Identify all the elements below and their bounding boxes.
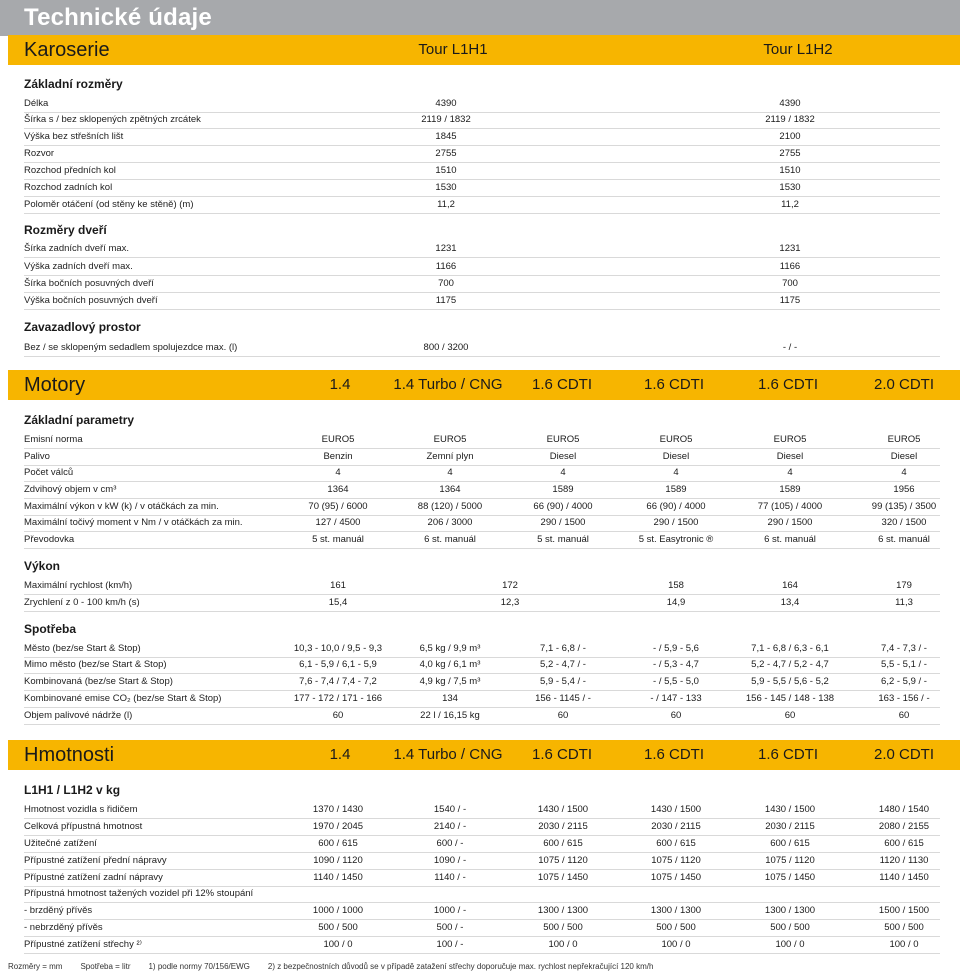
cell-value: 4 xyxy=(335,467,341,478)
footnote: Spotřeba = litr xyxy=(80,962,131,971)
cell-value: 1510 xyxy=(779,165,801,176)
cell-value: 179 xyxy=(896,580,912,591)
hmotnosti-column-header: 1.6 CDTI xyxy=(643,746,705,763)
cell-value: 13,4 xyxy=(780,597,800,608)
table-row xyxy=(24,465,940,482)
cell-value: EURO5 xyxy=(773,434,807,445)
cell-value: 1589 xyxy=(665,484,687,495)
cell-value: 1970 / 2045 xyxy=(312,821,364,832)
cell-value: - / 5,3 - 4,7 xyxy=(653,659,699,670)
cell-value: 1430 / 1500 xyxy=(537,804,589,815)
row-divider xyxy=(24,611,940,612)
table-row xyxy=(24,641,940,658)
cell-value: EURO5 xyxy=(546,434,580,445)
row-label: Přípustné zatížení střechy ²⁾ xyxy=(24,939,142,950)
cell-value: 1140 / 1450 xyxy=(313,872,363,883)
table-row xyxy=(24,129,940,146)
row-label: Výška bez střešních lišt xyxy=(24,131,124,142)
cell-value: 7,1 - 6,8 / - xyxy=(540,643,586,654)
cell-value: 1370 / 1430 xyxy=(312,804,364,815)
row-divider xyxy=(24,213,940,214)
cell-value: 15,4 xyxy=(328,597,348,608)
cell-value: 4 xyxy=(560,467,566,478)
karoserie-column-header: Tour L1H1 xyxy=(418,41,488,58)
row-label: Zrychlení z 0 - 100 km/h (s) xyxy=(24,597,140,608)
cell-value: 158 xyxy=(668,580,684,591)
cell-value: 100 / 0 xyxy=(548,939,578,950)
cell-value: 5,5 - 5,1 / - xyxy=(881,659,927,670)
cell-value: 7,4 - 7,3 / - xyxy=(881,643,927,654)
motory-column-header: 2.0 CDTI xyxy=(873,376,935,393)
cell-value: 177 - 172 / 171 - 166 xyxy=(293,693,383,704)
cell-value: 600 / 615 xyxy=(884,838,924,849)
cell-value: 7,1 - 6,8 / 6,3 - 6,1 xyxy=(751,643,829,654)
group-title: Výkon xyxy=(24,559,61,573)
cell-value: 320 / 1500 xyxy=(881,517,927,528)
motory-column-header: 1.4 Turbo / CNG xyxy=(393,376,503,393)
row-label: Maximální rychlost (km/h) xyxy=(24,580,133,591)
cell-value: 1231 xyxy=(779,243,801,254)
cell-value: Diesel xyxy=(776,451,804,462)
motory-column-header: 1.6 CDTI xyxy=(757,376,819,393)
footnote: 2) z bezpečnostních důvodů se v případě zatažení střechy doporučuje max. rychlost nepřekračující 120 km/h xyxy=(267,962,654,971)
cell-value: 290 / 1500 xyxy=(653,517,699,528)
cell-value: 600 / 615 xyxy=(318,838,358,849)
table-row xyxy=(24,903,940,920)
table-row xyxy=(24,276,940,293)
cell-value: 1589 xyxy=(552,484,574,495)
cell-value: 1364 xyxy=(439,484,461,495)
row-label: Přípustné zatížení zadní nápravy xyxy=(24,872,163,883)
cell-value: 1956 xyxy=(893,484,915,495)
row-divider xyxy=(24,257,940,258)
cell-value: 1166 xyxy=(435,261,457,272)
table-row xyxy=(24,578,940,595)
cell-value: 2030 / 2115 xyxy=(538,821,588,832)
row-label: Převodovka xyxy=(24,534,75,545)
cell-value: EURO5 xyxy=(887,434,921,445)
motory-column-header: 1.4 xyxy=(329,376,351,393)
row-label: Šírka zadních dveří max. xyxy=(24,243,130,254)
footnote: Rozměry = mm xyxy=(8,962,63,971)
cell-value: 4 xyxy=(787,467,793,478)
row-label: Rozchod zadních kol xyxy=(24,182,113,193)
cell-value: Benzin xyxy=(323,451,353,462)
cell-value: 1000 / 1000 xyxy=(312,905,364,916)
cell-value: 1090 / 1120 xyxy=(313,855,363,866)
cell-value: 1000 / - xyxy=(433,905,467,916)
hmotnosti-column-header: 1.4 Turbo / CNG xyxy=(393,746,503,763)
table-row xyxy=(24,691,940,708)
cell-value: 60 xyxy=(898,710,910,721)
motory-header-band xyxy=(8,370,960,400)
cell-value: 1530 xyxy=(779,182,801,193)
cell-value: 60 xyxy=(670,710,682,721)
table-row xyxy=(24,819,940,836)
row-label: Poloměr otáčení (od stěny ke stěně) (m) xyxy=(24,199,194,210)
group-title: Zavazadlový prostor xyxy=(24,320,141,334)
cell-value: 100 / 0 xyxy=(323,939,353,950)
hmotnosti-header-band xyxy=(8,740,960,770)
group-title: Spotřeba xyxy=(24,622,77,636)
cell-value: 500 / 500 xyxy=(543,922,583,933)
cell-value: 163 - 156 / - xyxy=(878,693,930,704)
cell-value: - / 5,9 - 5,6 xyxy=(653,643,699,654)
cell-value: 5 st. manuál xyxy=(312,534,364,545)
row-label: Palivo xyxy=(24,451,50,462)
cell-value: 500 / 500 xyxy=(656,922,696,933)
cell-value: 1075 / 1450 xyxy=(764,872,816,883)
table-row xyxy=(24,259,940,276)
hmotnosti-column-header: 1.6 CDTI xyxy=(757,746,819,763)
cell-value: 1300 / 1300 xyxy=(764,905,816,916)
table-row xyxy=(24,482,940,499)
cell-value: 100 / 0 xyxy=(775,939,805,950)
cell-value: 100 / 0 xyxy=(661,939,691,950)
table-row xyxy=(24,920,940,937)
cell-value: 1589 xyxy=(779,484,801,495)
cell-value: 290 / 1500 xyxy=(767,517,813,528)
row-label: Město (bez/se Start & Stop) xyxy=(24,643,141,654)
table-row xyxy=(24,886,940,903)
cell-value: 2080 / 2155 xyxy=(878,821,930,832)
group-title: Základní parametry xyxy=(24,413,135,427)
cell-value: 1120 / 1130 xyxy=(879,855,929,866)
row-label: Maximální výkon v kW (k) / v otáčkách za min. xyxy=(24,501,219,512)
row-label: - brzděný přívěs xyxy=(24,905,93,916)
cell-value: Diesel xyxy=(890,451,918,462)
hmotnosti-title: Hmotnosti xyxy=(24,744,115,766)
cell-value: 2119 / 1832 xyxy=(421,114,471,125)
cell-value: 99 (135) / 3500 xyxy=(871,501,937,512)
cell-value: 1075 / 1120 xyxy=(538,855,588,866)
row-label: Přípustné zatížení přední nápravy xyxy=(24,855,167,866)
cell-value: - / 147 - 133 xyxy=(650,693,702,704)
cell-value: 1430 / 1500 xyxy=(650,804,702,815)
table-row xyxy=(24,870,940,887)
cell-value: 11,2 xyxy=(781,199,799,210)
row-label: Kombinovaná (bez/se Start & Stop) xyxy=(24,676,173,687)
page-title: Technické údaje xyxy=(0,0,960,36)
motory-column-header: 1.6 CDTI xyxy=(643,376,705,393)
cell-value: 4 xyxy=(447,467,453,478)
row-label: Bez / se sklopeným sedadlem spolujezdce max. (l) xyxy=(24,342,238,353)
row-label: Celková přípustná hmotnost xyxy=(24,821,143,832)
cell-value: Diesel xyxy=(549,451,577,462)
cell-value: 4,9 kg / 7,5 m³ xyxy=(419,676,481,687)
cell-value: 600 / 615 xyxy=(656,838,696,849)
row-label: Šírka bočních posuvných dveří xyxy=(24,278,154,289)
table-row xyxy=(24,499,940,516)
cell-value: 10,3 - 10,0 / 9,5 - 9,3 xyxy=(293,643,383,654)
cell-value: Diesel xyxy=(662,451,690,462)
table-row xyxy=(24,241,940,258)
cell-value: 5,9 - 5,4 / - xyxy=(540,676,586,687)
row-label: Objem palivové nádrže (l) xyxy=(24,710,133,721)
cell-value: 5,2 - 4,7 / - xyxy=(540,659,586,670)
cell-value: 4 xyxy=(673,467,679,478)
cell-value: 11,2 xyxy=(437,199,455,210)
cell-value: - / 5,5 - 5,0 xyxy=(653,676,699,687)
karoserie-title: Karoserie xyxy=(24,39,110,61)
row-divider xyxy=(24,953,940,954)
cell-value: 2755 xyxy=(779,148,801,159)
cell-value: 161 xyxy=(330,580,346,591)
cell-value: 88 (120) / 5000 xyxy=(417,501,483,512)
cell-value: 60 xyxy=(784,710,796,721)
cell-value: 66 (90) / 4000 xyxy=(533,501,593,512)
cell-value: 600 / 615 xyxy=(543,838,583,849)
hmotnosti-column-header: 1.4 xyxy=(329,746,351,763)
cell-value: 800 / 3200 xyxy=(423,342,469,353)
cell-value: 77 (105) / 4000 xyxy=(757,501,823,512)
cell-value: 2119 / 1832 xyxy=(765,114,815,125)
row-label: Výška bočních posuvných dveří xyxy=(24,295,158,306)
cell-value: 500 / - xyxy=(436,922,464,933)
row-divider xyxy=(24,309,940,310)
cell-value: 2100 xyxy=(779,131,801,142)
cell-value: 6,1 - 5,9 / 6,1 - 5,9 xyxy=(299,659,377,670)
table-row xyxy=(24,146,940,163)
table-row xyxy=(24,449,940,466)
motory-column-header: 1.6 CDTI xyxy=(531,376,593,393)
cell-value: 1075 / 1450 xyxy=(537,872,589,883)
cell-value: 5 st. manuál xyxy=(537,534,589,545)
group-title: Rozměry dveří xyxy=(24,223,107,237)
cell-value: 14,9 xyxy=(666,597,686,608)
cell-value: 6 st. manuál xyxy=(764,534,816,545)
row-label: Šírka s / bez sklopených zpětných zrcátek xyxy=(24,114,201,125)
cell-value: 7,6 - 7,4 / 7,4 - 7,2 xyxy=(299,676,377,687)
table-row xyxy=(24,708,940,725)
cell-value: 1175 xyxy=(779,295,801,306)
motory-title: Motory xyxy=(24,374,86,396)
cell-value: Zemní plyn xyxy=(426,451,474,462)
row-label: Rozchod předních kol xyxy=(24,165,116,176)
row-label: Zdvihový objem v cm³ xyxy=(24,484,117,495)
cell-value: 4390 xyxy=(779,98,801,109)
cell-value: - / - xyxy=(782,342,798,353)
row-label: Počet válců xyxy=(24,467,74,478)
table-row xyxy=(24,96,940,113)
cell-value: 4 xyxy=(901,467,907,478)
cell-value: 1075 / 1120 xyxy=(765,855,815,866)
hmotnosti-column-header: 1.6 CDTI xyxy=(531,746,593,763)
row-label: Maximální točivý moment v Nm / v otáčkách za min. xyxy=(24,517,243,528)
row-divider xyxy=(24,356,940,357)
row-label: Přípustná hmotnost tažených vozidel při 12% stoupání xyxy=(24,888,254,899)
footnote: 1) podle normy 70/156/EWG xyxy=(148,962,250,971)
cell-value: 22 l / 16,15 kg xyxy=(420,710,480,721)
table-row xyxy=(24,340,940,357)
cell-value: 600 / 615 xyxy=(770,838,810,849)
cell-value: EURO5 xyxy=(659,434,693,445)
cell-value: 1540 / - xyxy=(433,804,467,815)
table-row xyxy=(24,197,940,214)
row-label: Mimo město (bez/se Start & Stop) xyxy=(24,659,167,670)
cell-value: 6,2 - 5,9 / - xyxy=(881,676,927,687)
cell-value: 4390 xyxy=(435,98,457,109)
cell-value: EURO5 xyxy=(433,434,467,445)
cell-value: 70 (95) / 6000 xyxy=(308,501,368,512)
row-label: - nebrzděný přívěs xyxy=(24,922,103,933)
cell-value: 1090 / - xyxy=(433,855,467,866)
group-title: L1H1 / L1H2 v kg xyxy=(24,783,121,797)
table-row xyxy=(24,674,940,691)
row-label: Hmotnost vozidla s řidičem xyxy=(24,804,138,815)
cell-value: 1500 / 1500 xyxy=(878,905,930,916)
row-label: Výška zadních dveří max. xyxy=(24,261,133,272)
cell-value: 4,0 kg / 6,1 m³ xyxy=(419,659,481,670)
row-label: Emisní norma xyxy=(24,434,83,445)
cell-value: 6 st. manuál xyxy=(424,534,476,545)
cell-value: 500 / 500 xyxy=(884,922,924,933)
cell-value: 134 xyxy=(442,693,458,704)
cell-value: 5 st. Easytronic ® xyxy=(638,534,714,545)
row-label: Kombinované emise CO₂ (bez/se Start & Stop) xyxy=(24,693,222,704)
table-row xyxy=(24,937,940,954)
table-row xyxy=(24,802,940,819)
row-divider xyxy=(24,724,940,725)
cell-value: 1075 / 1120 xyxy=(651,855,701,866)
table-row xyxy=(24,180,940,197)
group-title: Základní rozměry xyxy=(24,77,123,91)
row-label: Užitečné zatížení xyxy=(24,838,97,849)
table-row xyxy=(24,112,940,129)
cell-value: 156 - 145 / 148 - 138 xyxy=(745,693,835,704)
cell-value: 1300 / 1300 xyxy=(537,905,589,916)
cell-value: 1480 / 1540 xyxy=(878,804,930,815)
table-row xyxy=(24,293,940,310)
table-row xyxy=(24,532,940,549)
cell-value: 172 xyxy=(502,580,518,591)
cell-value: 1231 xyxy=(435,243,457,254)
row-label: Délka xyxy=(24,98,49,109)
cell-value: 1075 / 1450 xyxy=(650,872,702,883)
cell-value: 60 xyxy=(332,710,344,721)
cell-value: 2755 xyxy=(435,148,457,159)
cell-value: 700 xyxy=(438,278,454,289)
cell-value: 290 / 1500 xyxy=(540,517,586,528)
table-row xyxy=(24,163,940,180)
cell-value: 6,5 kg / 9,9 m³ xyxy=(419,643,481,654)
karoserie-column-header: Tour L1H2 xyxy=(763,41,833,58)
cell-value: 127 / 4500 xyxy=(315,517,361,528)
cell-value: 66 (90) / 4000 xyxy=(646,501,706,512)
cell-value: 156 - 1145 / - xyxy=(535,693,591,704)
footnotes xyxy=(8,962,671,971)
cell-value: 600 / - xyxy=(436,838,464,849)
cell-value: 1530 xyxy=(435,182,457,193)
table-row xyxy=(24,515,940,532)
cell-value: 1510 xyxy=(435,165,457,176)
cell-value: 206 / 3000 xyxy=(427,517,473,528)
cell-value: 1364 xyxy=(327,484,349,495)
table-row xyxy=(24,595,940,612)
cell-value: 11,3 xyxy=(895,597,913,608)
cell-value: 100 / 0 xyxy=(889,939,919,950)
cell-value: 5,9 - 5,5 / 5,6 - 5,2 xyxy=(751,676,829,687)
cell-value: 164 xyxy=(782,580,798,591)
cell-value: 2030 / 2115 xyxy=(765,821,815,832)
cell-value: 500 / 500 xyxy=(770,922,810,933)
table-row xyxy=(24,853,940,870)
karoserie-header-band xyxy=(8,35,960,65)
table-row xyxy=(24,432,940,449)
cell-value: 12,3 xyxy=(500,597,520,608)
table-row xyxy=(24,657,940,674)
cell-value: 5,2 - 4,7 / 5,2 - 4,7 xyxy=(751,659,829,670)
row-divider xyxy=(24,548,940,549)
cell-value: 1845 xyxy=(435,131,457,142)
cell-value: 700 xyxy=(782,278,798,289)
cell-value: 1140 / 1450 xyxy=(879,872,929,883)
cell-value: 2030 / 2115 xyxy=(651,821,701,832)
cell-value: 1430 / 1500 xyxy=(764,804,816,815)
cell-value: EURO5 xyxy=(321,434,355,445)
cell-value: 500 / 500 xyxy=(318,922,358,933)
hmotnosti-column-header: 2.0 CDTI xyxy=(873,746,935,763)
table-row xyxy=(24,836,940,853)
cell-value: 6 st. manuál xyxy=(878,534,930,545)
cell-value: 1175 xyxy=(435,295,457,306)
row-label: Rozvor xyxy=(24,148,55,159)
cell-value: 2140 / - xyxy=(433,821,467,832)
cell-value: 100 / - xyxy=(436,939,464,950)
cell-value: 1300 / 1300 xyxy=(650,905,702,916)
cell-value: 60 xyxy=(557,710,569,721)
cell-value: 1166 xyxy=(779,261,801,272)
cell-value: 1140 / - xyxy=(434,872,466,883)
